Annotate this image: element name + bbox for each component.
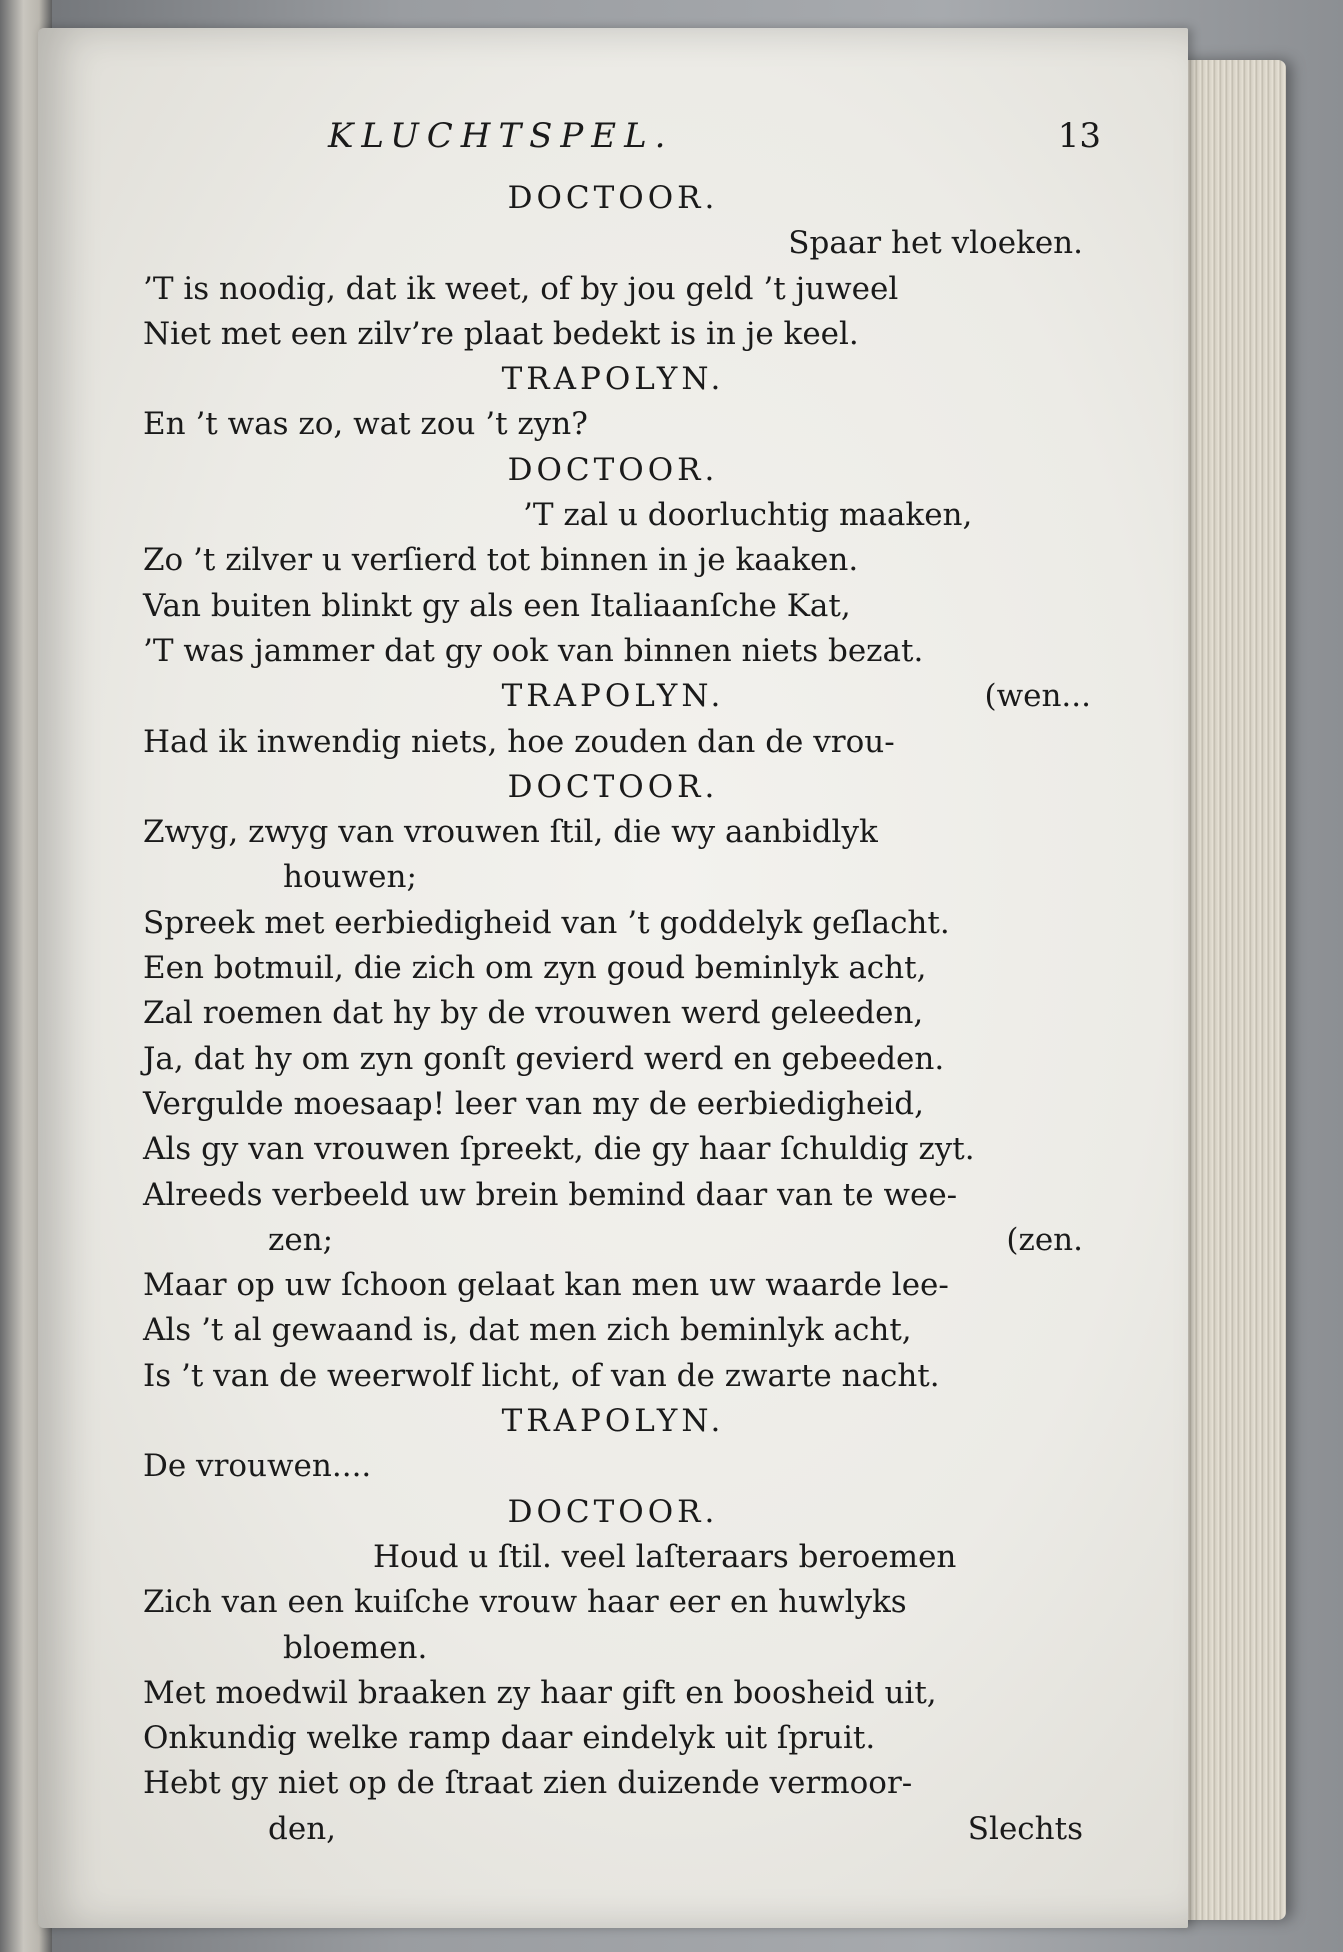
speaker-trapolyn: TRAPOLYN. [501,361,725,398]
verse-line: Zich van een kuiſche vrouw haar eer en huwlyks [143,1584,907,1621]
running-header [143,116,1101,176]
verse-line: En ’t was zo, wat zou ’t zyn? [143,406,588,443]
verse-line: Houd u ſtil. veel laſteraars beroemen [373,1538,957,1575]
verse-line: Zo ’t zilver u verſierd tot binnen in je kaaken. [143,542,859,579]
turnover-word: (zen. [1006,1221,1083,1258]
verse-line: Zal roemen dat hy by de vrouwen werd geleeden, [143,995,924,1032]
speaker-doctoor: DOCTOOR. [507,451,719,488]
turnover-word: (wen... [984,678,1091,715]
verse-line: Als gy van vrouwen ſpreekt, die gy haar ſchuldig zyt. [143,1131,975,1168]
speaker-name: TRAPOLYN. [501,678,725,715]
continuation-word: zen; [268,1221,334,1258]
verse-line: Zwyg, zwyg van vrouwen ſtil, die wy aanbidlyk [143,814,878,851]
speaker-doctoor: DOCTOOR. [507,768,719,805]
running-title: KLUCHTSPEL. [328,116,674,156]
verse-line: Vergulde moesaap! leer van my de eerbiedigheid, [143,1085,924,1122]
verse-line: Spreek met eerbiedigheid van ’t goddelyk geſlacht. [143,904,950,941]
verse-line: Had ik inwendig niets, hoe zouden dan de vrou- [143,723,895,760]
verse-line: ’T was jammer dat gy ook van binnen niets bezat. [143,632,924,669]
verse-line-continued [143,1807,1083,1852]
verse-line: ’T is noodig, dat ik weet, of by jou geld ’t juweel [143,270,899,307]
verse-line: Ja, dat hy om zyn gonſt gevierd werd en gebeeden. [143,1040,945,1077]
verse-line: Is ’t van de weerwolf licht, of van de zwarte nacht. [143,1357,940,1394]
verse-line: Als ’t al gewaand is, dat men zich beminlyk acht, [143,1312,912,1349]
verse-line: Alreeds verbeeld uw brein bemind daar van te wee- [143,1176,958,1213]
speaker-trapolyn [143,674,1091,719]
speaker-trapolyn: TRAPOLYN. [501,1403,725,1440]
page-number: 13 [1057,116,1101,156]
verse-line: Onkundig welke ramp daar eindelyk uit ſpruit. [143,1720,876,1757]
verse-line: Een botmuil, die zich om zyn goud beminlyk acht, [143,950,927,987]
verse-line-continued [143,1218,1083,1263]
verse-line: Niet met een zilv’re plaat bedekt is in je keel. [143,315,859,352]
verse-line: Spaar het vloeken. [788,225,1083,262]
book-page [38,28,1188,1928]
verse-line: Van buiten blinkt gy als een Italiaanſche Kat, [143,587,851,624]
verse-line: Maar op uw ſchoon gelaat kan men uw waarde lee- [143,1267,949,1304]
verse-line-continued: houwen; [283,859,417,896]
verse-line: Hebt gy niet op de ſtraat zien duizende vermoor- [143,1765,913,1802]
speaker-doctoor: DOCTOOR. [507,1493,719,1530]
catchword: Slechts [967,1810,1083,1847]
verse-line: Met moedwil braaken zy haar gift en boosheid uit, [143,1674,937,1711]
page-text [143,116,1101,1852]
verse-line-continued: bloemen. [283,1629,428,1666]
verse-line: De vrouwen.... [143,1448,372,1485]
verse-line: ’T zal u doorluchtig maaken, [523,497,973,534]
speaker-doctoor: DOCTOOR. [507,180,719,216]
continuation-word: den, [268,1810,337,1847]
